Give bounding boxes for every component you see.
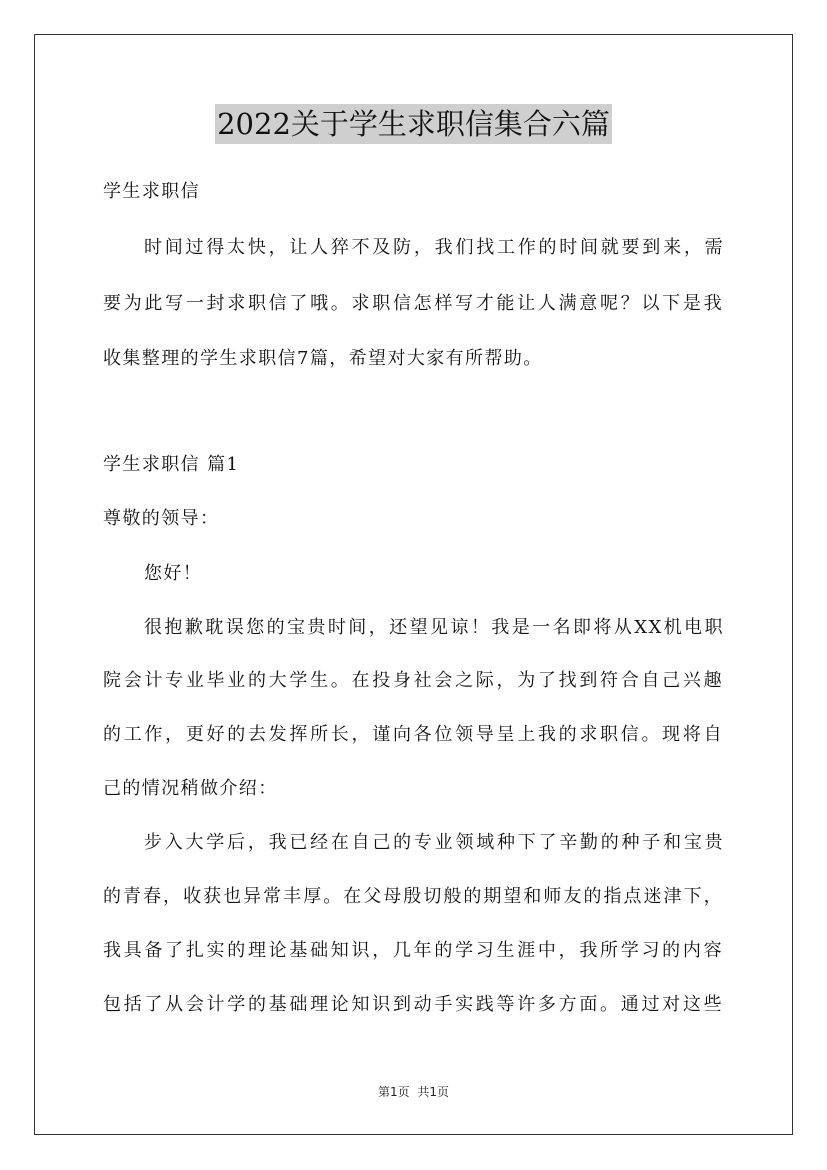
paragraph-line: 的青春，收获也异常丰厚。在父母殷切般的期望和师友的指点迷津下， — [103, 886, 723, 907]
total-pages: 共1页 — [417, 1085, 450, 1099]
page-footer — [0, 1084, 827, 1100]
letter-heading: 学生求职信 篇1 — [103, 454, 240, 475]
salutation: 尊敬的领导： — [103, 508, 220, 529]
paragraph-line: 要为此写一封求职信了哦。求职信怎样写才能让人满意呢？以下是我 — [103, 293, 723, 314]
paragraph-line: 收集整理的学生求职信7篇，希望对大家有所帮助。 — [103, 348, 543, 369]
section-heading: 学生求职信 — [103, 181, 200, 202]
paragraph-line: 己的情况稍做介绍： — [103, 778, 278, 799]
paragraph-line: 我具备了扎实的理论基础知识，几年的学习生涯中，我所学习的内容 — [103, 940, 723, 961]
page-number: 第1页 — [377, 1085, 410, 1099]
paragraph-line: 很抱歉耽误您的宝贵时间，还望见谅！我是一名即将从XX机电职 — [144, 617, 724, 638]
paragraph-line: 院会计专业毕业的大学生。在投身社会之际，为了找到符合自己兴趣 — [103, 670, 723, 691]
greeting: 您好！ — [144, 563, 203, 584]
paragraph-line: 步入大学后，我已经在自己的专业领域种下了辛勤的种子和宝贵 — [144, 832, 724, 853]
title-container — [0, 104, 827, 144]
paragraph-line: 时间过得太快，让人猝不及防，我们找工作的时间就要到来，需 — [144, 237, 724, 258]
paragraph-line: 的工作，更好的去发挥所长，谨向各位领导呈上我的求职信。现将自 — [103, 724, 723, 745]
document-title: 2022关于学生求职信集合六篇 — [215, 104, 612, 144]
paragraph-line: 包括了从会计学的基础理论知识到动手实践等许多方面。通过对这些 — [103, 994, 723, 1015]
